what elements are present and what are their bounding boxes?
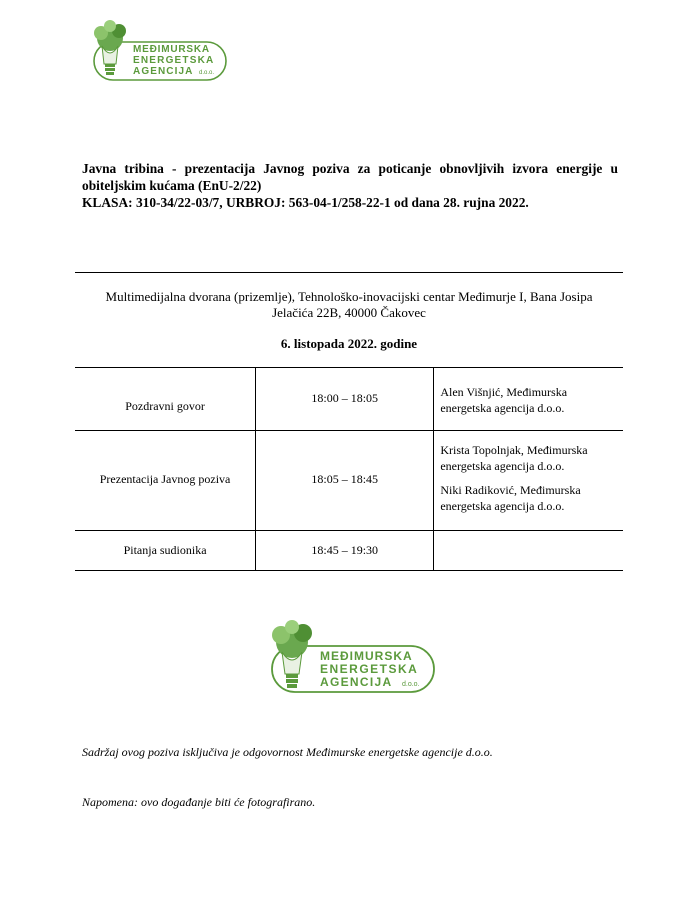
heading-line2: obiteljskim kućama (EnU-2/22) [82,178,262,193]
time-cell [256,531,434,571]
table-row [75,431,623,531]
agenda-item-cell [75,431,256,531]
table-row [75,368,623,431]
agency-logo-top [86,20,228,84]
agenda-item: Pitanja sudionika [123,543,207,557]
speaker-cell [434,431,623,531]
agenda-item-cell [75,531,256,571]
logo-line1: MEĐIMURSKA [133,44,210,55]
speaker-cell [434,368,623,431]
logo-suffix: d.o.o. [199,70,215,76]
speaker: Krista Topolnjak, Međimurska energetska agencija d.o.o. [440,443,588,473]
agenda-item-cell [75,368,256,431]
venue-address [75,289,623,321]
speaker: Niki Radiković, Međimurska energetska agencija d.o.o. [440,483,581,513]
agenda-item: Pozdravni govor [125,399,205,413]
agency-logo-bottom [262,620,438,696]
heading-line1: Javna tribina - prezentacija Javnog poziva za poticanje obnovljivih izvora energije u [82,161,618,176]
logo-line2: ENERGETSKA [133,55,215,66]
logo-line2: ENERGETSKA [320,662,419,676]
time-cell [256,368,434,431]
disclaimer-text: Sadržaj ovog poziva isključiva je odgovornost Međimurske energetske agencije d.o.o. [82,745,493,759]
photo-notice-text: Napomena: ovo događanje biti će fotografirano. [82,795,316,809]
agenda-time: 18:45 – 19:30 [311,543,379,557]
logo-line3: AGENCIJA [320,675,393,689]
heading-line3: KLASA: 310-34/22-03/7, URBROJ: 563-04-1/258-22-1 od dana 28. rujna 2022. [82,195,529,210]
time-cell [256,431,434,531]
agenda-time: 18:00 – 18:05 [311,391,379,405]
speaker-cell [434,531,623,571]
logo-line1: MEĐIMURSKA [320,649,413,663]
logo-suffix: d.o.o. [402,681,420,688]
venue-line1: Multimedijalna dvorana (prizemlje), Tehnološko-inovacijski centar Međimurje I, Bana Josipa [105,289,593,304]
divider-line [75,272,623,273]
agenda-time: 18:05 – 18:45 [311,472,379,486]
schedule-table [75,367,623,571]
event-date: 6. listopada 2022. godine [280,336,418,351]
agenda-item: Prezentacija Javnog poziva [99,472,231,486]
venue-line2: Jelačića 22B, 40000 Čakovec [272,305,426,320]
logo-line3: AGENCIJA [133,66,194,77]
speaker: Alen Višnjić, Međimurska energetska agencija d.o.o. [440,385,568,415]
table-row [75,531,623,571]
document-heading [82,160,618,211]
